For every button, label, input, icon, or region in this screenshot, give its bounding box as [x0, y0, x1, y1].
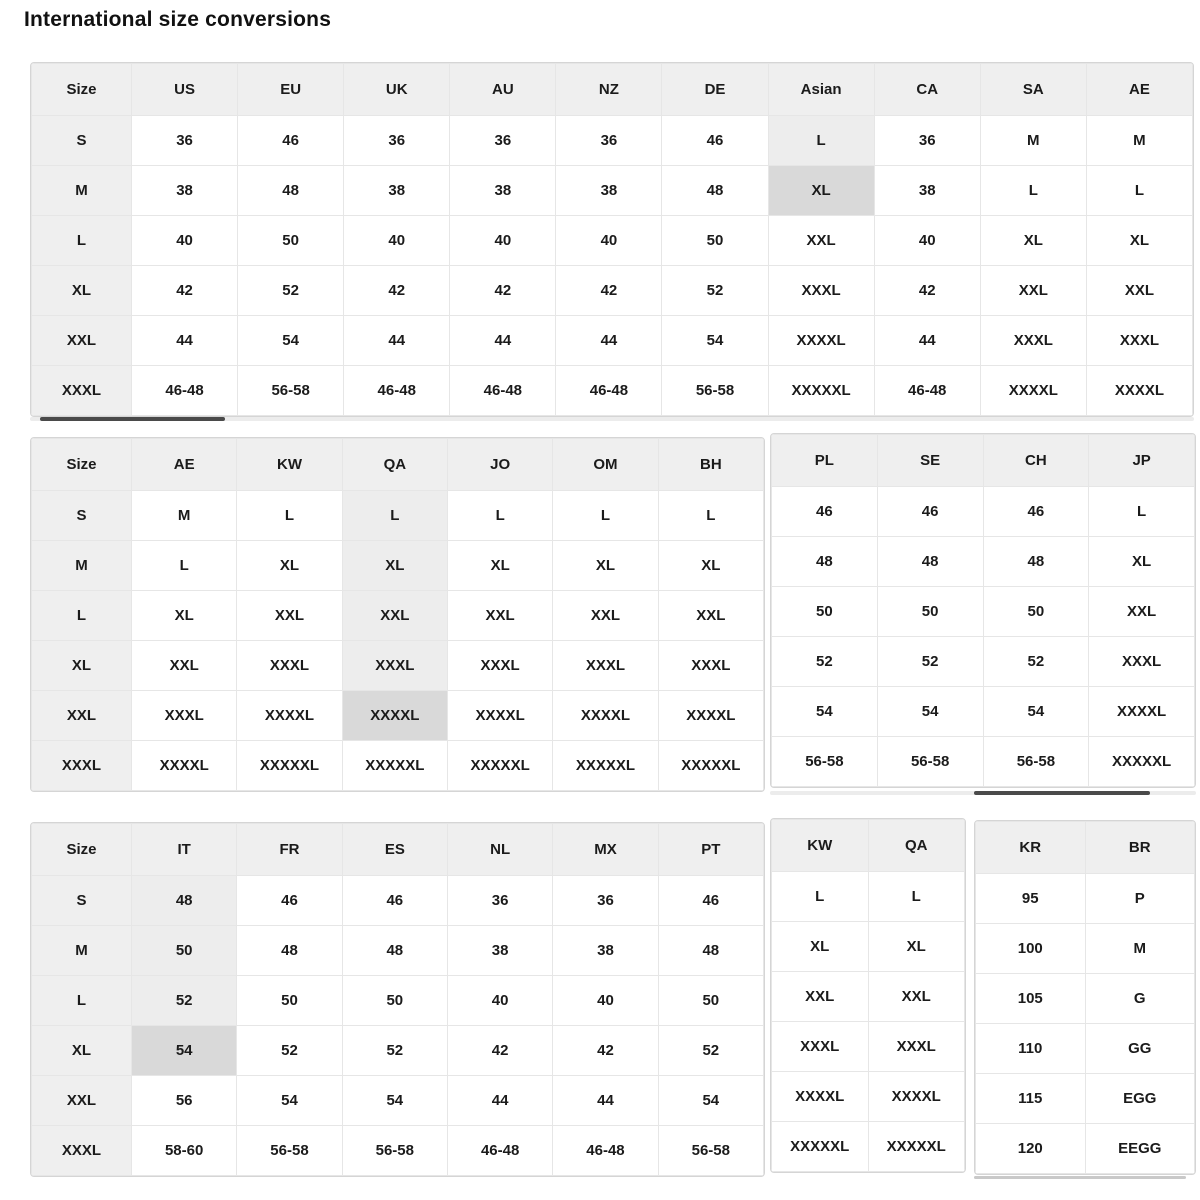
size-cell: 36 — [874, 116, 980, 166]
size-cell: 38 — [450, 166, 556, 216]
horizontal-scrollbar-thumb[interactable] — [40, 417, 225, 421]
size-cell: XXXXL — [772, 1072, 869, 1122]
size-cell: 38 — [553, 926, 658, 976]
size-cell: 46-48 — [874, 366, 980, 416]
size-cell: XXL — [237, 591, 342, 641]
size-cell: 100 — [976, 924, 1086, 974]
size-cell: XL — [772, 922, 869, 972]
size-cell: XXXXXL — [447, 741, 552, 791]
size-cell: XXL — [868, 972, 965, 1022]
size-cell: G — [1085, 974, 1195, 1024]
size-table-europe-latam — [30, 822, 765, 1177]
table-row — [772, 537, 1195, 587]
size-cell: XXL — [772, 972, 869, 1022]
row-label-m: M — [32, 166, 132, 216]
size-cell: 56-58 — [342, 1126, 447, 1176]
size-cell: 95 — [976, 874, 1086, 924]
size-cell: XXXXL — [1089, 687, 1195, 737]
table-row — [32, 1076, 764, 1126]
table-row — [976, 974, 1195, 1024]
column-header-kw: KW — [772, 820, 869, 872]
column-header-jp: JP — [1089, 435, 1195, 487]
size-cell: 52 — [132, 976, 237, 1026]
row-label-m: M — [32, 541, 132, 591]
size-cell: M — [980, 116, 1086, 166]
table-row — [772, 972, 965, 1022]
size-cell: 46-48 — [344, 366, 450, 416]
size-cell: 46 — [877, 487, 983, 537]
size-cell: 52 — [662, 266, 768, 316]
size-cell: XXXXXL — [658, 741, 763, 791]
size-conversion-grid — [31, 438, 764, 791]
size-cell: 56-58 — [658, 1126, 763, 1176]
size-cell: XXXXXL — [237, 741, 342, 791]
size-cell: 44 — [874, 316, 980, 366]
size-cell: XXXXXL — [553, 741, 658, 791]
size-cell: XXXL — [132, 691, 237, 741]
size-cell: 48 — [132, 876, 237, 926]
size-cell: 52 — [983, 637, 1089, 687]
size-cell: 110 — [976, 1024, 1086, 1074]
table-row — [772, 1022, 965, 1072]
size-cell: 54 — [983, 687, 1089, 737]
size-cell: 40 — [553, 976, 658, 1026]
table-row — [772, 872, 965, 922]
size-table-gulf — [770, 818, 966, 1173]
size-cell: L — [980, 166, 1086, 216]
size-cell: EGG — [1085, 1074, 1195, 1124]
size-cell: 52 — [772, 637, 878, 687]
row-label-xxxl: XXXL — [32, 741, 132, 791]
size-cell: L — [1089, 487, 1195, 537]
header-row — [32, 439, 764, 491]
size-cell: 50 — [662, 216, 768, 266]
size-cell: 56-58 — [662, 366, 768, 416]
size-cell: XXXL — [1089, 637, 1195, 687]
size-table-europe-japan — [770, 433, 1196, 788]
table-row — [32, 541, 764, 591]
table-row — [32, 166, 1193, 216]
size-cell: 38 — [344, 166, 450, 216]
column-header-de: DE — [662, 64, 768, 116]
horizontal-scrollbar-thumb[interactable] — [974, 791, 1150, 795]
size-cell: 44 — [450, 316, 556, 366]
size-cell: XXL — [980, 266, 1086, 316]
size-cell: L — [658, 491, 763, 541]
size-cell: 36 — [344, 116, 450, 166]
size-cell: 36 — [447, 876, 552, 926]
size-cell: 50 — [237, 976, 342, 1026]
size-cell: 54 — [877, 687, 983, 737]
size-cell: 36 — [450, 116, 556, 166]
header-row — [772, 435, 1195, 487]
column-header-eu: EU — [238, 64, 344, 116]
size-cell: 46 — [662, 116, 768, 166]
size-cell: 46 — [658, 876, 763, 926]
size-cell: 46 — [237, 876, 342, 926]
size-cell: 38 — [874, 166, 980, 216]
size-cell: 58-60 — [132, 1126, 237, 1176]
size-cell: 40 — [874, 216, 980, 266]
size-cell: 50 — [238, 216, 344, 266]
size-cell: XXXXL — [237, 691, 342, 741]
row-label-l: L — [32, 216, 132, 266]
column-header-it: IT — [132, 824, 237, 876]
size-cell: XXL — [1089, 587, 1195, 637]
size-cell: XXXL — [553, 641, 658, 691]
column-header-uk: UK — [344, 64, 450, 116]
column-header-kw: KW — [237, 439, 342, 491]
size-cell: XXL — [768, 216, 874, 266]
size-cell: L — [447, 491, 552, 541]
size-cell: 38 — [132, 166, 238, 216]
size-cell: 48 — [662, 166, 768, 216]
size-cell: 46-48 — [132, 366, 238, 416]
size-cell: XXXXXL — [342, 741, 447, 791]
size-cell: 50 — [658, 976, 763, 1026]
size-cell: 105 — [976, 974, 1086, 1024]
size-cell: GG — [1085, 1024, 1195, 1074]
table-row — [772, 922, 965, 972]
size-cell: 40 — [132, 216, 238, 266]
table-row — [32, 116, 1193, 166]
size-conversion-grid — [975, 821, 1195, 1174]
size-cell: 54 — [662, 316, 768, 366]
size-table-western — [30, 62, 1194, 417]
row-label-xl: XL — [32, 1026, 132, 1076]
size-conversion-grid — [31, 63, 1193, 416]
header-row — [772, 820, 965, 872]
size-cell: XXXL — [772, 1022, 869, 1072]
size-cell: L — [342, 491, 447, 541]
size-cell: XL — [1089, 537, 1195, 587]
size-cell: 54 — [238, 316, 344, 366]
size-cell: XL — [447, 541, 552, 591]
size-cell: XXXXL — [1086, 366, 1192, 416]
size-cell: 50 — [342, 976, 447, 1026]
size-cell: 42 — [344, 266, 450, 316]
size-cell: XXL — [342, 591, 447, 641]
size-cell: 46 — [772, 487, 878, 537]
size-cell: XXXL — [447, 641, 552, 691]
table-row — [976, 1074, 1195, 1124]
size-cell: 50 — [132, 926, 237, 976]
size-cell: 52 — [658, 1026, 763, 1076]
table-row — [772, 737, 1195, 787]
column-header-ae: AE — [132, 439, 237, 491]
row-label-xxl: XXL — [32, 316, 132, 366]
size-cell: 48 — [237, 926, 342, 976]
table-row — [32, 366, 1193, 416]
size-cell: 36 — [132, 116, 238, 166]
table-row — [32, 216, 1193, 266]
column-header-bh: BH — [658, 439, 763, 491]
size-cell: XXXL — [342, 641, 447, 691]
table-row — [32, 1026, 764, 1076]
column-header-es: ES — [342, 824, 447, 876]
column-header-ch: CH — [983, 435, 1089, 487]
size-cell: XL — [132, 591, 237, 641]
column-header-pl: PL — [772, 435, 878, 487]
size-cell: M — [1085, 924, 1195, 974]
column-header-ae: AE — [1086, 64, 1192, 116]
size-cell: 56-58 — [237, 1126, 342, 1176]
size-cell: 44 — [447, 1076, 552, 1126]
size-cell: 44 — [553, 1076, 658, 1126]
size-cell: 56 — [132, 1076, 237, 1126]
size-cell: 44 — [132, 316, 238, 366]
column-header-nz: NZ — [556, 64, 662, 116]
size-cell: XL — [237, 541, 342, 591]
size-cell: M — [1086, 116, 1192, 166]
size-cell: 36 — [556, 116, 662, 166]
column-header-qa: QA — [342, 439, 447, 491]
size-cell: 56-58 — [772, 737, 878, 787]
size-cell: 48 — [342, 926, 447, 976]
column-header-nl: NL — [447, 824, 552, 876]
size-cell: XXXXXL — [768, 366, 874, 416]
size-cell: L — [132, 541, 237, 591]
size-cell: XXXXL — [868, 1072, 965, 1122]
size-cell: XXXL — [658, 641, 763, 691]
size-cell: 40 — [450, 216, 556, 266]
row-label-m: M — [32, 926, 132, 976]
table-row — [32, 591, 764, 641]
size-cell: XXXXL — [553, 691, 658, 741]
column-header-size: Size — [32, 824, 132, 876]
row-label-s: S — [32, 116, 132, 166]
size-cell: 46 — [983, 487, 1089, 537]
column-header-qa: QA — [868, 820, 965, 872]
size-table-middle-east — [30, 437, 765, 792]
size-cell: 52 — [877, 637, 983, 687]
table-row — [32, 1126, 764, 1176]
size-cell: 42 — [874, 266, 980, 316]
size-cell: 48 — [877, 537, 983, 587]
size-cell: 52 — [342, 1026, 447, 1076]
size-cell: XL — [342, 541, 447, 591]
size-cell: 42 — [556, 266, 662, 316]
column-header-au: AU — [450, 64, 556, 116]
size-conversion-grid — [771, 434, 1195, 787]
size-cell: L — [768, 116, 874, 166]
table-row — [32, 316, 1193, 366]
table-row — [976, 1024, 1195, 1074]
size-cell: P — [1085, 874, 1195, 924]
size-cell: XXL — [1086, 266, 1192, 316]
size-cell: 46 — [342, 876, 447, 926]
row-label-l: L — [32, 976, 132, 1026]
row-label-xl: XL — [32, 641, 132, 691]
size-cell: 52 — [237, 1026, 342, 1076]
size-cell: L — [237, 491, 342, 541]
size-cell: XL — [553, 541, 658, 591]
table-row — [32, 976, 764, 1026]
size-cell: XXXXXL — [772, 1122, 869, 1172]
row-label-s: S — [32, 876, 132, 926]
table-row — [32, 926, 764, 976]
column-header-sa: SA — [980, 64, 1086, 116]
size-cell: XXXL — [237, 641, 342, 691]
size-cell: XXL — [553, 591, 658, 641]
column-header-om: OM — [553, 439, 658, 491]
size-table-korea-brazil — [974, 820, 1196, 1175]
row-label-l: L — [32, 591, 132, 641]
column-header-pt: PT — [658, 824, 763, 876]
size-cell: XXXXL — [768, 316, 874, 366]
table-row — [32, 691, 764, 741]
size-cell: 120 — [976, 1124, 1086, 1174]
table-row — [772, 587, 1195, 637]
table-row — [976, 874, 1195, 924]
size-cell: 54 — [772, 687, 878, 737]
size-cell: 46-48 — [553, 1126, 658, 1176]
column-header-jo: JO — [447, 439, 552, 491]
size-cell: XXL — [658, 591, 763, 641]
size-cell: 54 — [237, 1076, 342, 1126]
table-row — [772, 1122, 965, 1172]
size-cell: XXXXL — [342, 691, 447, 741]
size-cell: 48 — [772, 537, 878, 587]
column-header-mx: MX — [553, 824, 658, 876]
size-cell: XXXXL — [658, 691, 763, 741]
size-cell: 50 — [983, 587, 1089, 637]
size-cell: XXL — [132, 641, 237, 691]
column-header-ca: CA — [874, 64, 980, 116]
size-cell: 56-58 — [238, 366, 344, 416]
size-cell: 46-48 — [447, 1126, 552, 1176]
size-cell: XXXXL — [447, 691, 552, 741]
table-row — [976, 1124, 1195, 1174]
size-cell: XL — [768, 166, 874, 216]
size-cell: L — [868, 872, 965, 922]
column-header-us: US — [132, 64, 238, 116]
size-cell: 46-48 — [450, 366, 556, 416]
size-cell: 46 — [238, 116, 344, 166]
header-row — [976, 822, 1195, 874]
row-label-xl: XL — [32, 266, 132, 316]
size-cell: 54 — [132, 1026, 237, 1076]
table-row — [32, 876, 764, 926]
size-cell: XL — [980, 216, 1086, 266]
column-header-kr: KR — [976, 822, 1086, 874]
row-label-s: S — [32, 491, 132, 541]
size-cell: 46-48 — [556, 366, 662, 416]
size-cell: 56-58 — [983, 737, 1089, 787]
size-cell: 48 — [658, 926, 763, 976]
size-cell: 44 — [556, 316, 662, 366]
size-cell: XXXXL — [980, 366, 1086, 416]
size-cell: XL — [658, 541, 763, 591]
page-title: International size conversions — [24, 8, 332, 31]
size-cell: 42 — [447, 1026, 552, 1076]
header-row — [32, 64, 1193, 116]
size-cell: 52 — [238, 266, 344, 316]
size-cell: 40 — [447, 976, 552, 1026]
table-row — [976, 924, 1195, 974]
size-cell: XL — [1086, 216, 1192, 266]
size-cell: 50 — [772, 587, 878, 637]
table-row — [32, 741, 764, 791]
size-cell: XXXL — [868, 1022, 965, 1072]
table-row — [772, 687, 1195, 737]
size-cell: L — [1086, 166, 1192, 216]
size-cell: 48 — [238, 166, 344, 216]
size-cell: EEGG — [1085, 1124, 1195, 1174]
size-cell: 42 — [132, 266, 238, 316]
table-row — [772, 637, 1195, 687]
size-cell: 42 — [450, 266, 556, 316]
size-cell: 38 — [556, 166, 662, 216]
column-header-size: Size — [32, 439, 132, 491]
row-label-xxxl: XXXL — [32, 366, 132, 416]
row-label-xxl: XXL — [32, 1076, 132, 1126]
table-row — [32, 266, 1193, 316]
size-cell: XXXL — [980, 316, 1086, 366]
size-cell: XXXL — [1086, 316, 1192, 366]
size-cell: L — [553, 491, 658, 541]
row-label-xxxl: XXXL — [32, 1126, 132, 1176]
table-row — [772, 1072, 965, 1122]
table-row — [772, 487, 1195, 537]
size-cell: 36 — [553, 876, 658, 926]
column-header-size: Size — [32, 64, 132, 116]
size-cell: 50 — [877, 587, 983, 637]
size-cell: XXL — [447, 591, 552, 641]
horizontal-scrollbar-thumb[interactable] — [974, 1176, 1186, 1179]
table-row — [32, 491, 764, 541]
size-cell: 115 — [976, 1074, 1086, 1124]
size-cell: 38 — [447, 926, 552, 976]
column-header-br: BR — [1085, 822, 1195, 874]
size-cell: 42 — [553, 1026, 658, 1076]
size-cell: 54 — [658, 1076, 763, 1126]
size-cell: 48 — [983, 537, 1089, 587]
size-cell: XXXXL — [132, 741, 237, 791]
column-header-se: SE — [877, 435, 983, 487]
size-cell: 56-58 — [877, 737, 983, 787]
size-cell: XXXXXL — [868, 1122, 965, 1172]
size-conversion-grid — [31, 823, 764, 1176]
size-cell: 40 — [344, 216, 450, 266]
size-conversion-grid — [771, 819, 965, 1172]
size-cell: M — [132, 491, 237, 541]
size-cell: 44 — [344, 316, 450, 366]
size-cell: 54 — [342, 1076, 447, 1126]
size-cell: XL — [868, 922, 965, 972]
header-row — [32, 824, 764, 876]
column-header-fr: FR — [237, 824, 342, 876]
size-cell: 40 — [556, 216, 662, 266]
size-cell: XXXXXL — [1089, 737, 1195, 787]
size-cell: XXXL — [768, 266, 874, 316]
column-header-asian: Asian — [768, 64, 874, 116]
row-label-xxl: XXL — [32, 691, 132, 741]
table-row — [32, 641, 764, 691]
size-cell: L — [772, 872, 869, 922]
